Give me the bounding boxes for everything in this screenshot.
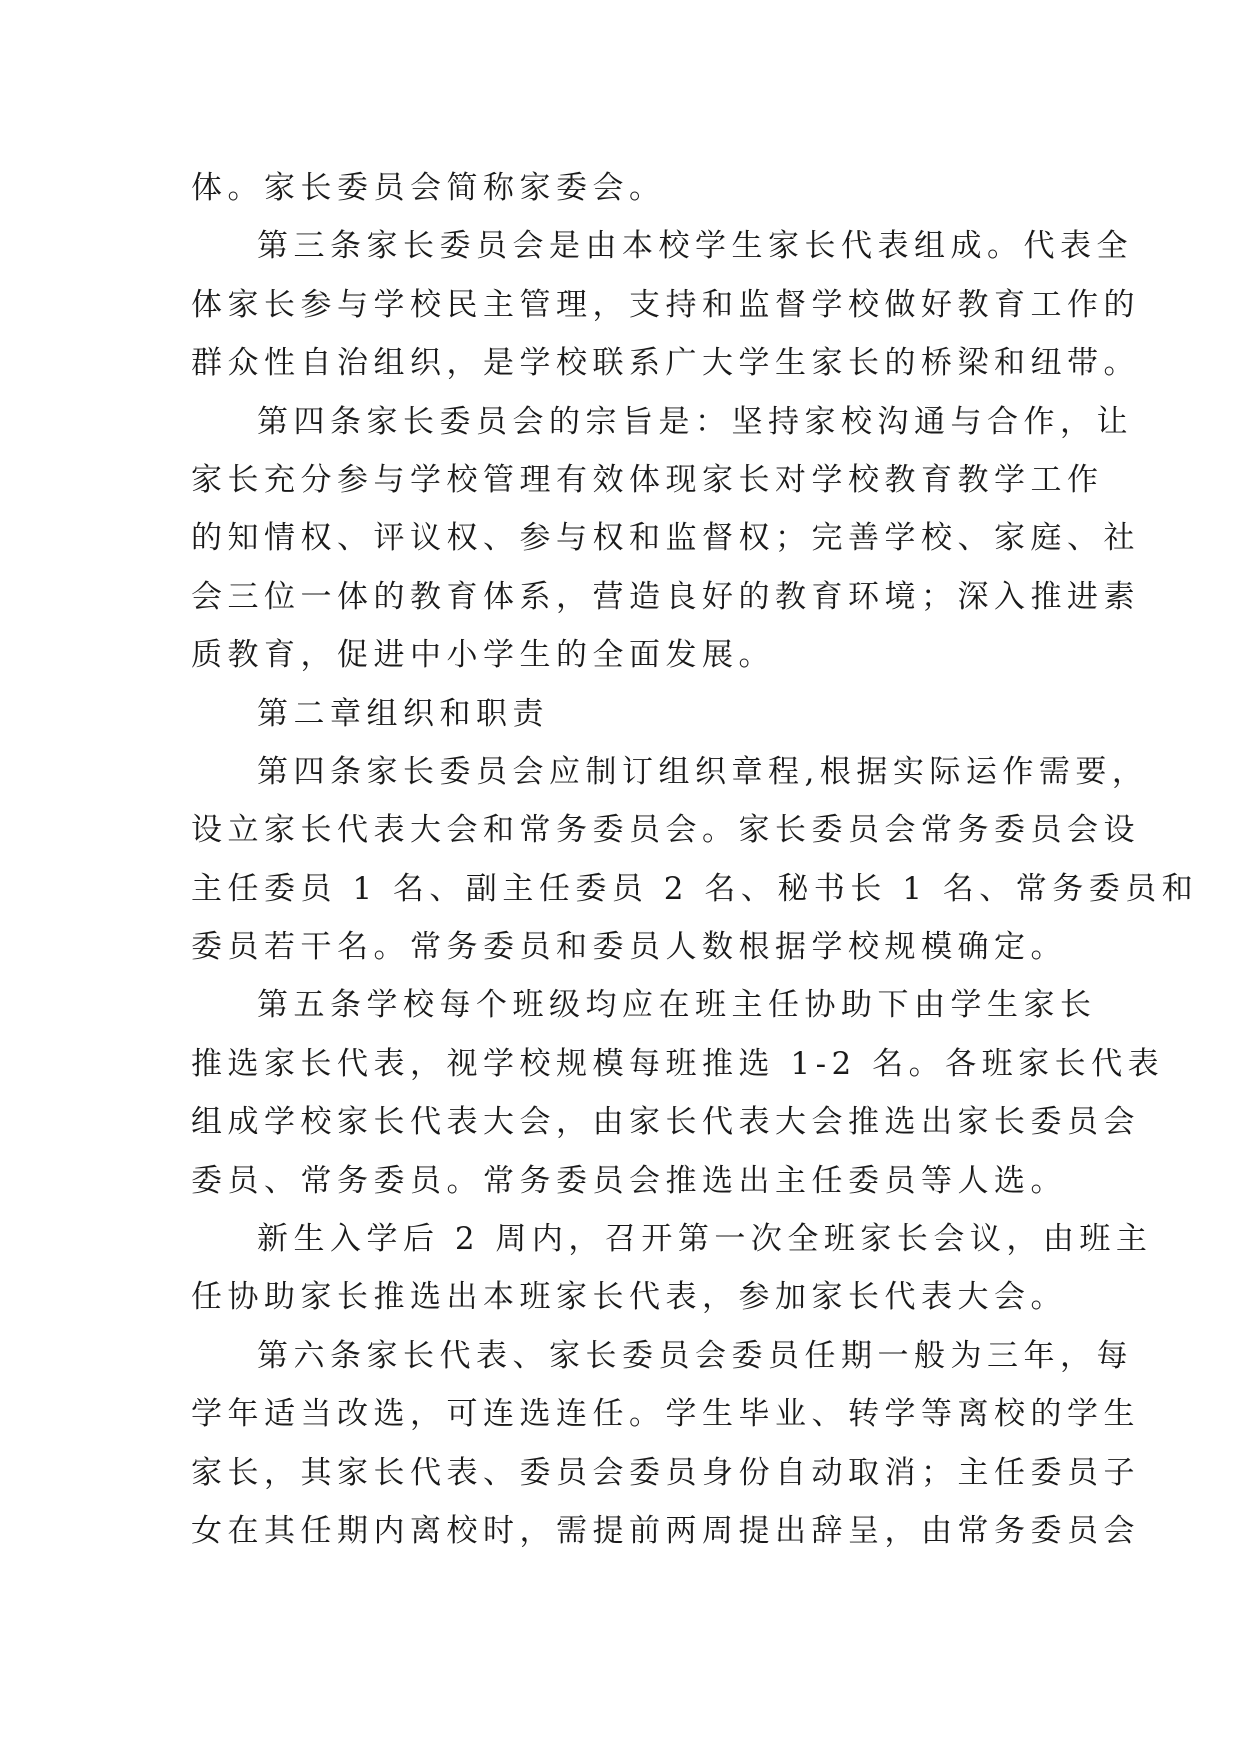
text-line: 第六条家长代表、家长委员会委员任期一般为三年，每 [257,1337,1133,1374]
text-line: 推选家长代表，视学校规模每班推选 1-2 名。各班家长代表 [191,1045,1165,1082]
chapter-heading: 第二章组织和职责 [257,695,549,732]
text-line: 第三条家长委员会是由本校学生家长代表组成。代表全 [257,228,1133,265]
text-line: 学年适当改选，可连选连任。学生毕业、转学等离校的学生 [191,1396,1140,1433]
text-line: 第五条学校每个班级均应在班主任协助下由学生家长 [257,987,1097,1024]
text-line: 新生入学后 2 周内，召开第一次全班家长会议，由班主 [257,1221,1153,1258]
text-line: 任协助家长推选出本班家长代表，参加家长代表大会。 [191,1279,1067,1316]
text-line: 设立家长代表大会和常务委员会。家长委员会常务委员会设 [191,812,1140,849]
text-line: 体。家长委员会简称家委会。 [191,170,666,206]
text-line: 委员若干名。常务委员和委员人数根据学校规模确定。 [191,929,1067,966]
text-line: 会三位一体的教育体系，营造良好的教育环境；深入推进素 [191,578,1140,615]
text-line: 女在其任期内离校时，需提前两周提出辞呈，由常务委员会 [191,1512,1140,1549]
text-line: 群众性自治组织，是学校联系广大学生家长的桥梁和纽带。 [191,345,1140,382]
text-line: 组成学校家长代表大会，由家长代表大会推选出家长委员会 [191,1104,1140,1141]
text-line: 家长，其家长代表、委员会委员身份自动取消；主任委员子 [191,1454,1140,1491]
text-line: 委员、常务委员。常务委员会推选出主任委员等人选。 [191,1162,1067,1199]
text-line: 的知情权、评议权、参与权和监督权；完善学校、家庭、社 [191,520,1140,557]
text-line: 体家长参与学校民主管理，支持和监督学校做好教育工作的 [191,286,1140,323]
text-line: 第四条家长委员会应制订组织章程,根据实际运作需要， [257,753,1149,790]
text-line: 主任委员 1 名、副主任委员 2 名、秘书长 1 名、常务委员和 [191,870,1199,907]
text-line: 家长充分参与学校管理有效体现家长对学校教育教学工作 [191,461,1104,498]
text-line: 第四条家长委员会的宗旨是：坚持家校沟通与合作，让 [257,403,1133,440]
text-line: 质教育，促进中小学生的全面发展。 [191,637,775,674]
document-body [191,159,1199,1560]
